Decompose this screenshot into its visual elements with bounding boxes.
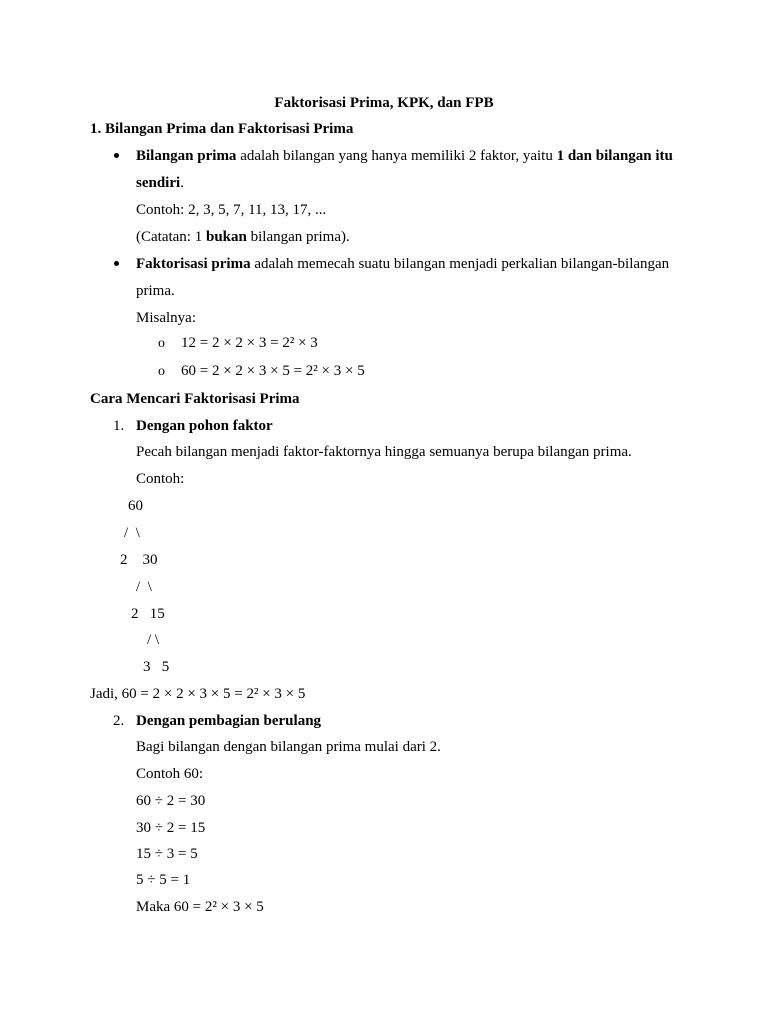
circle-bullet-icon: o — [158, 336, 165, 351]
note-bold: bukan — [205, 229, 247, 245]
factor-tree-line: 3 5 — [143, 659, 170, 675]
factorization-text: adalah memecah suatu bilangan menjadi perkalian bilangan-bilangan — [250, 256, 670, 272]
division-step: 15 ÷ 3 = 5 — [136, 846, 198, 862]
prime-note — [136, 228, 350, 246]
bullet-factorization-line1 — [136, 255, 669, 273]
misalnya-label: Misalnya: — [136, 310, 196, 326]
division-step: 60 ÷ 2 = 30 — [136, 793, 206, 809]
example-item-60: 60 = 2 × 2 × 3 × 5 = 2² × 3 × 5 — [181, 363, 365, 379]
definition-bold-cont: sendiri — [136, 175, 181, 191]
division-step: 5 ÷ 5 = 1 — [136, 872, 191, 888]
method1-title: Dengan pohon faktor — [136, 418, 273, 434]
method2-title: Dengan pembagian berulang — [136, 713, 322, 729]
document-title: Faktorisasi Prima, KPK, dan FPB — [274, 95, 494, 111]
division-step: 30 ÷ 2 = 15 — [136, 820, 206, 836]
method2-number: 2. — [113, 713, 125, 729]
factor-tree-line: 2 15 — [131, 606, 165, 622]
method2-example-label: Contoh 60: — [136, 766, 204, 782]
section-heading-methods: Cara Mencari Faktorisasi Prima — [90, 391, 300, 407]
method2-description: Bagi bilangan dengan bilangan prima mulai dari 2. — [136, 739, 441, 755]
method1-conclusion: Jadi, 60 = 2 × 2 × 3 × 5 = 2² × 3 × 5 — [90, 686, 306, 702]
factor-tree-line: / \ — [136, 579, 152, 595]
bullet-icon — [113, 256, 121, 264]
note-post: bilangan prima). — [246, 229, 350, 245]
factor-tree-line: 60 — [128, 498, 143, 514]
note-pre: (Catatan: 1 — [136, 229, 206, 245]
circle-bullet-icon: o — [158, 364, 165, 379]
definition-bold: 1 dan bilangan itu — [556, 148, 673, 164]
method1-number: 1. — [113, 418, 125, 434]
prime-example: Contoh: 2, 3, 5, 7, 11, 13, 17, ... — [136, 202, 327, 218]
method1-example-label: Contoh: — [136, 471, 185, 487]
example-item-12: 12 = 2 × 2 × 3 = 2² × 3 — [181, 335, 318, 351]
term-bilangan-prima: Bilangan prima — [136, 148, 237, 164]
method2-result: Maka 60 = 2² × 3 × 5 — [136, 899, 264, 915]
bullet-prime-line1 — [136, 147, 673, 165]
factor-tree-line: 2 30 — [120, 552, 158, 568]
section-heading-prime: 1. Bilangan Prima dan Faktorisasi Prima — [90, 121, 354, 137]
bullet-prime-line2 — [136, 174, 184, 192]
method1-description: Pecah bilangan menjadi faktor-faktornya hingga semuanya berupa bilangan prima. — [136, 444, 632, 460]
bullet-factorization-line2: prima. — [136, 283, 175, 299]
bullet-icon — [113, 148, 121, 156]
period-text: . — [180, 175, 184, 191]
factor-tree-line: / \ — [147, 632, 160, 648]
term-faktorisasi-prima: Faktorisasi prima — [136, 256, 251, 272]
definition-text: adalah bilangan yang hanya memiliki 2 faktor, yaitu — [236, 148, 557, 164]
factor-tree-line: / \ — [124, 525, 140, 541]
